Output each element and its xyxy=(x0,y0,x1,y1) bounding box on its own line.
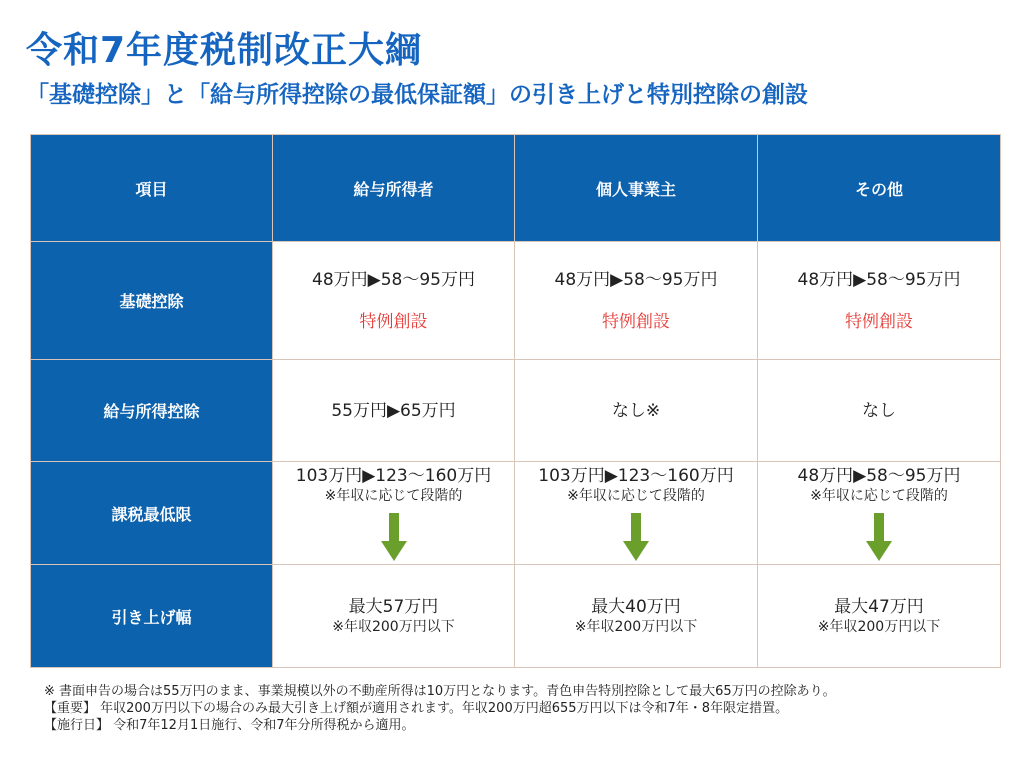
cell-value: 最大47万円 xyxy=(834,597,924,617)
footnote-important: 【重要】 年収200万円以下の場合のみ最大引き上げ額が適用されます。年収200万円超655万円以下は令和7年・8年限定措置。 xyxy=(44,701,789,716)
arrow-container xyxy=(515,509,757,561)
down-arrow-icon xyxy=(623,513,649,561)
arrow-container xyxy=(273,509,514,561)
cell-note: ※年収に応じて段階的 xyxy=(324,488,463,504)
footnote-effective-date: 【施行日】 令和7年12月1日施行、令和7年分所得税から適用。 xyxy=(44,718,415,733)
cell-note: ※年収に応じて段階的 xyxy=(567,488,705,504)
table-cell xyxy=(273,462,515,565)
table-cell xyxy=(758,565,1001,668)
page-subtitle: 「基礎控除」と「給与所得控除の最低保証額」の引き上げと特別控除の創設 xyxy=(26,82,808,108)
cell-value: 55万円▶65万円 xyxy=(331,400,456,421)
cell-value: 48万円▶58〜95万円 xyxy=(797,270,961,290)
header-other: その他 xyxy=(758,135,1001,242)
table-cell xyxy=(515,565,758,668)
special-label: 特例創設 xyxy=(602,312,670,332)
table-cell xyxy=(273,360,515,462)
special-label: 特例創設 xyxy=(359,312,428,332)
table-cell xyxy=(758,462,1001,565)
down-arrow-icon xyxy=(381,513,407,561)
row-increase-amount xyxy=(31,565,1001,668)
page-title: 令和7年度税制改正大綱 xyxy=(26,30,423,71)
cell-value: 48万円▶58〜95万円 xyxy=(554,270,718,290)
footnote-asterisk: ※ 書面申告の場合は55万円のまま、事業規模以外の不動産所得は10万円となります。青色申告特別控除として最大65万円の控除あり。 xyxy=(44,684,836,699)
row-label: 引き上げ幅 xyxy=(31,565,273,668)
comparison-table xyxy=(30,134,1001,668)
header-item: 項目 xyxy=(31,135,273,242)
arrow-container xyxy=(758,509,1000,561)
table-cell xyxy=(273,565,515,668)
row-label: 課税最低限 xyxy=(31,462,273,565)
cell-note: ※年収に応じて段階的 xyxy=(810,488,948,504)
row-label: 基礎控除 xyxy=(31,242,273,360)
cell-value: 最大40万円 xyxy=(591,597,681,617)
table-cell xyxy=(515,462,758,565)
table-cell xyxy=(758,360,1001,462)
cell-value: 103万円▶123〜160万円 xyxy=(295,466,492,486)
table-cell xyxy=(758,242,1001,360)
cell-value: 最大57万円 xyxy=(348,597,439,617)
down-arrow-icon xyxy=(866,513,892,561)
special-label: 特例創設 xyxy=(845,312,913,332)
table-header-row xyxy=(31,135,1001,242)
row-label: 給与所得控除 xyxy=(31,360,273,462)
header-sole-proprietor: 個人事業主 xyxy=(515,135,758,242)
header-salaried: 給与所得者 xyxy=(273,135,515,242)
cell-value: 48万円▶58〜95万円 xyxy=(797,466,961,486)
cell-value: なし xyxy=(862,400,896,421)
cell-note: ※年収200万円以下 xyxy=(574,619,698,635)
row-tax-threshold xyxy=(31,462,1001,565)
cell-value: 48万円▶58〜95万円 xyxy=(312,270,475,290)
cell-note: ※年収200万円以下 xyxy=(817,619,941,635)
row-salary-deduction xyxy=(31,360,1001,462)
cell-note: ※年収200万円以下 xyxy=(332,619,455,635)
table-cell xyxy=(515,242,758,360)
table-cell xyxy=(273,242,515,360)
cell-value: 103万円▶123〜160万円 xyxy=(538,466,734,486)
cell-value: なし※ xyxy=(611,400,661,421)
footnotes xyxy=(44,683,974,734)
row-basic-deduction xyxy=(31,242,1001,360)
table-cell xyxy=(515,360,758,462)
